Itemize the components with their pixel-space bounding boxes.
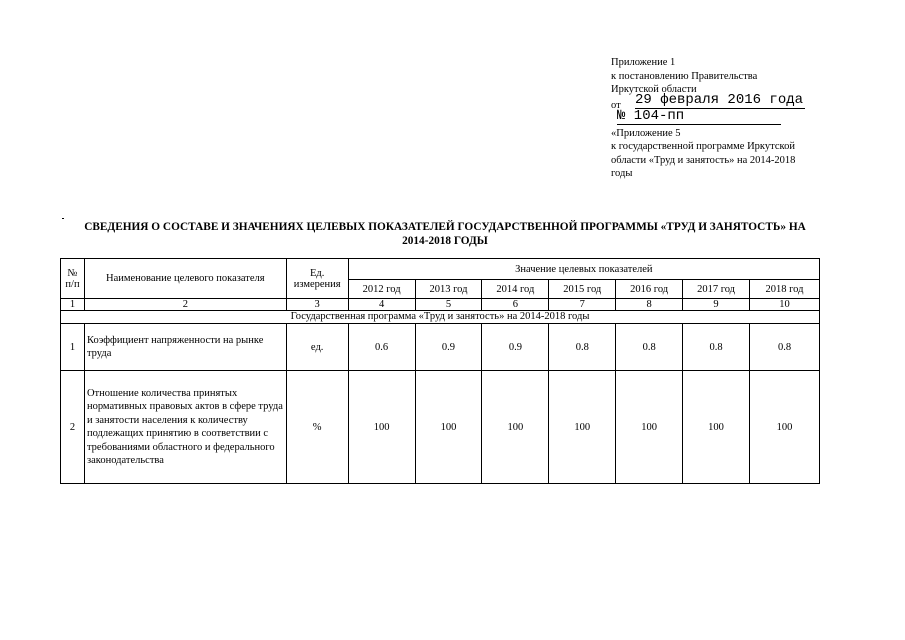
- title-line-2: 2014-2018 ГОДЫ: [402, 235, 488, 247]
- year-header: 2016 год: [616, 280, 683, 299]
- program-row: [61, 311, 820, 324]
- title-line-1: СВЕДЕНИЯ О СОСТАВЕ И ЗНАЧЕНИЯХ ЦЕЛЕВЫХ ПОКАЗАТЕЛЕЙ ГОСУДАРСТВЕННОЙ ПРОГРАММЫ «ТРУД И ЗАНЯТОСТЬ» НА: [84, 221, 806, 233]
- indicator-name: Отношение количества принятых нормативных правовых актов в сфере труда и занятости населения к количеству подлежащих принятию в соответствии с требованиями областного и федерального законодательства: [84, 371, 286, 484]
- appendix-line: Приложение 1: [611, 57, 676, 68]
- header-name: Наименование целевого показателя: [84, 259, 286, 299]
- indicators-table: [60, 258, 820, 484]
- table-header-row: [61, 259, 820, 280]
- decree-number: № 104-пп: [617, 109, 781, 125]
- indicator-value: 100: [482, 371, 549, 484]
- row-number: 1: [61, 324, 85, 371]
- indicator-value: 100: [549, 371, 616, 484]
- indicator-value: 0.9: [482, 324, 549, 371]
- appendix-line: Иркутской области: [611, 84, 697, 95]
- indicator-value: 0.6: [348, 324, 415, 371]
- year-header: 2012 год: [348, 280, 415, 299]
- column-number: 9: [683, 299, 750, 311]
- indicator-value: 100: [750, 371, 820, 484]
- column-number-row: [61, 299, 820, 311]
- indicator-value: 0.8: [616, 324, 683, 371]
- indicator-value: 100: [415, 371, 482, 484]
- indicator-unit: ед.: [286, 324, 348, 371]
- column-number: 5: [415, 299, 482, 311]
- scan-mark: [62, 218, 64, 219]
- appendix-block: [611, 56, 831, 181]
- quote-line: годы: [611, 168, 633, 179]
- row-number: 2: [61, 371, 85, 484]
- year-header: 2017 год: [683, 280, 750, 299]
- quote-line: к государственной программе Иркутской: [611, 141, 795, 152]
- column-number: 8: [616, 299, 683, 311]
- year-header: 2013 год: [415, 280, 482, 299]
- appendix-line: к постановлению Правительства: [611, 70, 758, 82]
- year-header: 2018 год: [750, 280, 820, 299]
- indicator-value: 100: [683, 371, 750, 484]
- table-row: [61, 324, 820, 371]
- indicator-value: 100: [616, 371, 683, 484]
- program-title: Государственная программа «Труд и занятость» на 2014-2018 годы: [61, 311, 820, 324]
- indicator-value: 0.8: [750, 324, 820, 371]
- column-number: 10: [750, 299, 820, 311]
- column-number: 7: [549, 299, 616, 311]
- date-prefix: от: [611, 99, 621, 111]
- column-number: 2: [84, 299, 286, 311]
- column-number: 3: [286, 299, 348, 311]
- header-no: № п/п: [61, 259, 85, 299]
- quote-line: области «Труд и занятость» на 2014-2018: [611, 154, 796, 166]
- indicator-value: 0.8: [683, 324, 750, 371]
- indicator-value: 0.8: [549, 324, 616, 371]
- decree-date: 29 февраля 2016 года: [635, 91, 804, 108]
- year-header: 2015 год: [549, 280, 616, 299]
- column-number: 1: [61, 299, 85, 311]
- decree-number-row: [611, 107, 831, 125]
- quote-line: «Приложение 5: [611, 127, 681, 139]
- header-unit: Ед. измерения: [286, 259, 348, 299]
- column-number: 4: [348, 299, 415, 311]
- indicator-value: 0.9: [415, 324, 482, 371]
- indicator-name: Коэффициент напряженности на рынке труда: [84, 324, 286, 371]
- column-number: 6: [482, 299, 549, 311]
- table-row: [61, 371, 820, 484]
- year-header: 2014 год: [482, 280, 549, 299]
- indicator-value: 100: [348, 371, 415, 484]
- header-values: Значение целевых показателей: [348, 259, 819, 280]
- document-title: [60, 220, 830, 248]
- indicator-unit: %: [286, 371, 348, 484]
